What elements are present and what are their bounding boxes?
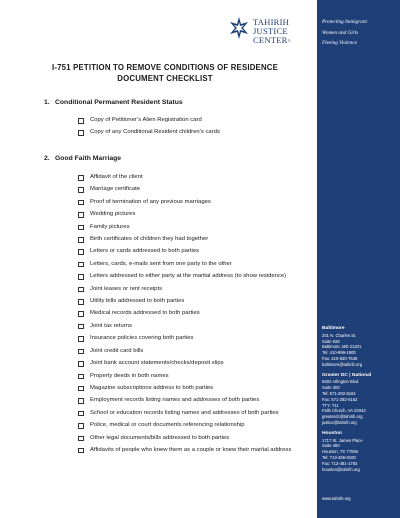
- checklist-item: [78, 357, 314, 369]
- checklist-item: [78, 270, 314, 282]
- office-detail: Suite 450: [322, 443, 340, 449]
- checklist-item: [78, 171, 314, 183]
- office-directory: [322, 326, 398, 477]
- office-detail: Suite 926: [322, 338, 340, 344]
- checklist-item: [78, 245, 314, 257]
- office-block: [322, 373, 398, 426]
- org-name-line: JUSTICE: [253, 26, 288, 36]
- checkbox[interactable]: [78, 386, 84, 392]
- tagline-line: Protecting Immigrant: [322, 19, 367, 25]
- checklist-item: [78, 370, 314, 382]
- checklist-item-text: Property deeds in both names: [90, 372, 169, 379]
- office-detail: Baltimore, MD 21201: [322, 344, 362, 350]
- checklist-item-text: Police, medical or court documents referencing relationship: [90, 422, 245, 429]
- checkbox[interactable]: [78, 361, 84, 367]
- checkbox[interactable]: [78, 374, 84, 380]
- checkbox[interactable]: [78, 423, 84, 429]
- checklist-item-text: Joint credit card bills: [90, 347, 144, 354]
- checklist-item: [78, 258, 314, 270]
- org-name: [253, 18, 291, 45]
- checklist-item-text: Copy of Petitioner’s Alien Registration card: [90, 117, 202, 123]
- checkbox[interactable]: [78, 287, 84, 293]
- office-name: Houston: [322, 430, 342, 436]
- checklist-item: [78, 332, 314, 344]
- checklist-section-2: [78, 171, 314, 456]
- checklist-item-text: Insurance policies covering both parties: [90, 335, 194, 342]
- checklist-item-text: Joint tax returns: [90, 322, 132, 329]
- office-name: Greater DC | National: [322, 372, 372, 378]
- checklist-section-1: [78, 114, 314, 139]
- title-line: DOCUMENT CHECKLIST: [117, 73, 213, 83]
- checklist-item-text: Joint leases or rent receipts: [90, 285, 163, 292]
- checklist-item-text: Affidavit of the client: [90, 174, 143, 180]
- checkbox[interactable]: [78, 118, 84, 124]
- checklist-item-text: Medical records addressed to both parties: [90, 310, 200, 317]
- office-detail: Suite 300: [322, 385, 340, 391]
- office-detail: Tel: 713-496-0100: [322, 454, 356, 460]
- section-title: Good Faith Marriage: [55, 155, 122, 162]
- checkbox[interactable]: [78, 262, 84, 268]
- office-detail: greaterdc@tahirih.org: [322, 414, 363, 420]
- checklist-item-text: Letters or cards addressed to both parties: [90, 248, 200, 255]
- title-line: I-751 PETITION TO REMOVE CONDITIONS OF RESIDENCE: [51, 63, 279, 72]
- office-block: [322, 326, 398, 368]
- checklist-item: [78, 295, 314, 307]
- checklist-item: [78, 407, 314, 419]
- section-heading: [44, 99, 183, 106]
- checklist-item-text: Copy of any Conditional Resident children’s cards: [90, 129, 220, 136]
- section-title: Conditional Permanent Resident Status: [55, 99, 183, 106]
- org-name-line: TAHIRIH: [253, 17, 290, 27]
- checklist-item-text: Magazine subscriptions address to both parties: [90, 384, 214, 391]
- checkbox[interactable]: [78, 225, 84, 231]
- checkbox[interactable]: [78, 187, 84, 193]
- logo-star-icon: [229, 17, 249, 39]
- tagline-line: Women and Girls: [322, 29, 359, 36]
- section-number: 2.: [44, 155, 50, 162]
- checklist-item: [78, 114, 314, 126]
- office-block: [322, 431, 398, 473]
- checklist-item: [78, 307, 314, 319]
- org-tagline: [322, 17, 398, 49]
- checkbox[interactable]: [78, 299, 84, 305]
- checklist-item: [78, 432, 314, 444]
- checklist-item: [78, 394, 314, 406]
- office-detail: Tel: 410-999-1900: [322, 350, 356, 356]
- checkbox[interactable]: [78, 411, 84, 417]
- office-detail: Tel: 571-282-6161: [322, 390, 356, 396]
- checkbox[interactable]: [78, 311, 84, 317]
- checklist-item: [78, 444, 314, 456]
- office-detail: Falls Church, VA 22042: [322, 408, 366, 414]
- website-link[interactable]: www.tahirih.org: [322, 496, 351, 501]
- checklist-item: [78, 345, 314, 357]
- checklist-item: [78, 382, 314, 394]
- checklist-item-text: Joint bank account statements/checks/deposit slips: [90, 360, 224, 367]
- checkbox[interactable]: [78, 212, 84, 218]
- checkbox[interactable]: [78, 448, 84, 454]
- checklist-item-text: Wedding pictures: [90, 211, 136, 218]
- office-detail: TTY: 711: [322, 402, 339, 408]
- office-detail: Fax: 410-630-7539: [322, 355, 358, 361]
- checkbox[interactable]: [78, 130, 84, 136]
- checkbox[interactable]: [78, 175, 84, 181]
- office-detail: Houston, TX 77056: [322, 449, 359, 455]
- checklist-item-text: Letters addressed to either party at the marital address (to show residence): [90, 273, 287, 280]
- office-detail: 201 N. Charles St.: [322, 332, 357, 338]
- office-detail: Fax: 713-481-1793: [322, 460, 358, 466]
- checklist-item: [78, 320, 314, 332]
- checklist-item: [78, 419, 314, 431]
- checkbox[interactable]: [78, 237, 84, 243]
- checkbox[interactable]: [78, 249, 84, 255]
- checklist-item: [78, 208, 314, 220]
- office-detail: Fax: 571-282-6162: [322, 396, 358, 402]
- checklist-item: [78, 221, 314, 233]
- document-title: [40, 63, 290, 84]
- office-name: Baltimore: [322, 326, 345, 331]
- office-detail: 1717 St. James Place: [322, 437, 363, 443]
- office-detail: justice@tahirih.org: [322, 419, 357, 425]
- office-detail: baltimore@tahirih.org: [322, 361, 363, 367]
- checklist-item-text: School or education records listing names and addresses of both parties: [90, 409, 279, 416]
- checklist-item-text: Letters, cards, e-mails sent from one party to the other: [90, 260, 232, 267]
- checkbox[interactable]: [78, 324, 84, 330]
- org-name-line: CENTER®: [253, 35, 291, 45]
- office-detail: 6402 Arlington Blvd.: [322, 379, 360, 385]
- checklist-item: [78, 183, 314, 195]
- checkbox[interactable]: [78, 200, 84, 206]
- checklist-item-text: Birth certificates of children they had together: [90, 236, 209, 243]
- checkbox[interactable]: [78, 349, 84, 355]
- checklist-item-text: Marriage certificate: [90, 186, 141, 193]
- checklist-item-text: Other legal documents/bills addressed to both parties: [90, 434, 230, 441]
- office-detail: houston@tahirih.org: [322, 466, 360, 472]
- checklist-item-text: Family pictures: [90, 223, 130, 230]
- checklist-item: [78, 233, 314, 245]
- checkbox[interactable]: [78, 336, 84, 342]
- checkbox[interactable]: [78, 436, 84, 442]
- section-number: 1.: [44, 99, 50, 106]
- checkbox[interactable]: [78, 274, 84, 280]
- checklist-item: [78, 126, 314, 138]
- checklist-item-text: Employment records listing names and addresses of both parties: [90, 397, 260, 404]
- checklist-item-text: Affidavits of people who knew them as a couple or knew their marital address: [90, 446, 292, 453]
- checklist-item: [78, 196, 314, 208]
- org-logo: [229, 17, 315, 49]
- section-heading: [44, 155, 121, 162]
- checkbox[interactable]: [78, 398, 84, 404]
- checklist-item: [78, 283, 314, 295]
- trademark-symbol: ®: [287, 38, 291, 43]
- checklist-item-text: Utility bills addressed to both parties: [90, 298, 185, 305]
- tagline-line: Fleeing Violence: [322, 40, 357, 46]
- checklist-item-text: Proof of termination of any previous marriages: [90, 198, 211, 205]
